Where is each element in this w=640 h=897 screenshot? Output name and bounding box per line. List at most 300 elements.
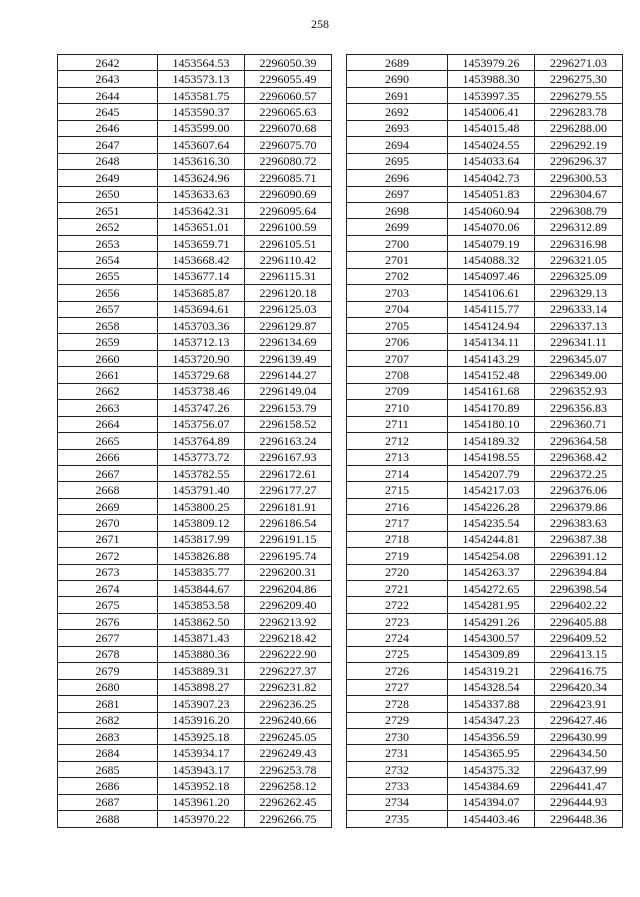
x-coordinate-cell: 1454015.48: [448, 120, 535, 136]
y-coordinate-cell: 2296360.71: [535, 416, 623, 432]
point-id-cell: 2690: [347, 71, 448, 87]
point-id-cell: 2718: [347, 531, 448, 547]
y-coordinate-cell: 2296149.04: [245, 383, 332, 399]
table-row: [58, 515, 332, 531]
table-row: [58, 498, 332, 514]
point-id-cell: 2717: [347, 515, 448, 531]
table-row: [347, 630, 623, 646]
point-id-cell: 2684: [58, 745, 158, 761]
table-row: [347, 55, 623, 71]
table-row: [58, 285, 332, 301]
table-row: [58, 564, 332, 580]
x-coordinate-cell: 1454170.89: [448, 400, 535, 416]
table-row: [347, 613, 623, 629]
x-coordinate-cell: 1453685.87: [158, 285, 245, 301]
x-coordinate-cell: 1453720.90: [158, 350, 245, 366]
y-coordinate-cell: 2296055.49: [245, 71, 332, 87]
point-id-cell: 2676: [58, 613, 158, 629]
table-row: [347, 202, 623, 218]
table-row: [347, 367, 623, 383]
y-coordinate-cell: 2296409.52: [535, 630, 623, 646]
point-id-cell: 2693: [347, 120, 448, 136]
point-id-cell: 2665: [58, 433, 158, 449]
x-coordinate-cell: 1454042.73: [448, 170, 535, 186]
y-coordinate-cell: 2296050.39: [245, 55, 332, 71]
x-coordinate-cell: 1453952.18: [158, 778, 245, 794]
x-coordinate-cell: 1453925.18: [158, 728, 245, 744]
point-id-cell: 2660: [58, 350, 158, 366]
y-coordinate-cell: 2296296.37: [535, 153, 623, 169]
x-coordinate-cell: 1453616.30: [158, 153, 245, 169]
table-row: [347, 252, 623, 268]
table-row: [347, 465, 623, 481]
table-row: [58, 728, 332, 744]
point-id-cell: 2647: [58, 137, 158, 153]
point-id-cell: 2644: [58, 87, 158, 103]
y-coordinate-cell: 2296090.69: [245, 186, 332, 202]
y-coordinate-cell: 2296337.13: [535, 318, 623, 334]
table-row: [347, 761, 623, 777]
point-id-cell: 2698: [347, 202, 448, 218]
x-coordinate-cell: 1453835.77: [158, 564, 245, 580]
x-coordinate-cell: 1454403.46: [448, 811, 535, 827]
y-coordinate-cell: 2296352.93: [535, 383, 623, 399]
x-coordinate-cell: 1454375.32: [448, 761, 535, 777]
table-row: [347, 597, 623, 613]
table-row: [347, 170, 623, 186]
table-row: [58, 55, 332, 71]
y-coordinate-cell: 2296262.45: [245, 794, 332, 810]
x-coordinate-cell: 1454180.10: [448, 416, 535, 432]
coordinate-table-right: [346, 54, 623, 828]
table-row: [347, 186, 623, 202]
y-coordinate-cell: 2296356.83: [535, 400, 623, 416]
table-row: [58, 794, 332, 810]
table-row: [347, 334, 623, 350]
y-coordinate-cell: 2296444.93: [535, 794, 623, 810]
point-id-cell: 2669: [58, 498, 158, 514]
x-coordinate-cell: 1453809.12: [158, 515, 245, 531]
y-coordinate-cell: 2296376.06: [535, 482, 623, 498]
table-row: [58, 597, 332, 613]
y-coordinate-cell: 2296391.12: [535, 548, 623, 564]
x-coordinate-cell: 1453599.00: [158, 120, 245, 136]
x-coordinate-cell: 1454217.03: [448, 482, 535, 498]
point-id-cell: 2730: [347, 728, 448, 744]
y-coordinate-cell: 2296292.19: [535, 137, 623, 153]
point-id-cell: 2656: [58, 285, 158, 301]
y-coordinate-cell: 2296249.43: [245, 745, 332, 761]
table-row: [58, 367, 332, 383]
point-id-cell: 2674: [58, 581, 158, 597]
point-id-cell: 2668: [58, 482, 158, 498]
point-id-cell: 2659: [58, 334, 158, 350]
x-coordinate-cell: 1453988.30: [448, 71, 535, 87]
x-coordinate-cell: 1453712.13: [158, 334, 245, 350]
y-coordinate-cell: 2296271.03: [535, 55, 623, 71]
x-coordinate-cell: 1454106.61: [448, 285, 535, 301]
point-id-cell: 2709: [347, 383, 448, 399]
y-coordinate-cell: 2296333.14: [535, 301, 623, 317]
table-row: [347, 564, 623, 580]
table-row: [347, 400, 623, 416]
x-coordinate-cell: 1454347.23: [448, 712, 535, 728]
point-id-cell: 2695: [347, 153, 448, 169]
y-coordinate-cell: 2296222.90: [245, 646, 332, 662]
point-id-cell: 2642: [58, 55, 158, 71]
point-id-cell: 2681: [58, 696, 158, 712]
point-id-cell: 2701: [347, 252, 448, 268]
table-row: [58, 104, 332, 120]
table-row: [347, 104, 623, 120]
point-id-cell: 2703: [347, 285, 448, 301]
y-coordinate-cell: 2296341.11: [535, 334, 623, 350]
y-coordinate-cell: 2296448.36: [535, 811, 623, 827]
point-id-cell: 2722: [347, 597, 448, 613]
table-row: [347, 581, 623, 597]
point-id-cell: 2645: [58, 104, 158, 120]
table-row: [347, 515, 623, 531]
point-id-cell: 2678: [58, 646, 158, 662]
point-id-cell: 2688: [58, 811, 158, 827]
y-coordinate-cell: 2296177.27: [245, 482, 332, 498]
x-coordinate-cell: 1453826.88: [158, 548, 245, 564]
x-coordinate-cell: 1453943.17: [158, 761, 245, 777]
x-coordinate-cell: 1453703.36: [158, 318, 245, 334]
point-id-cell: 2707: [347, 350, 448, 366]
y-coordinate-cell: 2296402.22: [535, 597, 623, 613]
x-coordinate-cell: 1453979.26: [448, 55, 535, 71]
y-coordinate-cell: 2296129.87: [245, 318, 332, 334]
x-coordinate-cell: 1453729.68: [158, 367, 245, 383]
point-id-cell: 2712: [347, 433, 448, 449]
table-row: [347, 383, 623, 399]
point-id-cell: 2663: [58, 400, 158, 416]
table-row: [58, 433, 332, 449]
x-coordinate-cell: 1453677.14: [158, 268, 245, 284]
x-coordinate-cell: 1454309.89: [448, 646, 535, 662]
table-row: [58, 137, 332, 153]
x-coordinate-cell: 1453791.40: [158, 482, 245, 498]
y-coordinate-cell: 2296120.18: [245, 285, 332, 301]
x-coordinate-cell: 1454207.79: [448, 465, 535, 481]
table-row: [58, 679, 332, 695]
table-row: [58, 696, 332, 712]
x-coordinate-cell: 1453651.01: [158, 219, 245, 235]
x-coordinate-cell: 1454189.32: [448, 433, 535, 449]
point-id-cell: 2697: [347, 186, 448, 202]
y-coordinate-cell: 2296172.61: [245, 465, 332, 481]
point-id-cell: 2729: [347, 712, 448, 728]
y-coordinate-cell: 2296288.00: [535, 120, 623, 136]
y-coordinate-cell: 2296195.74: [245, 548, 332, 564]
table-row: [58, 202, 332, 218]
table-row: [58, 449, 332, 465]
x-coordinate-cell: 1453764.89: [158, 433, 245, 449]
table-row: [58, 252, 332, 268]
table-row: [347, 449, 623, 465]
point-id-cell: 2651: [58, 202, 158, 218]
table-row: [58, 186, 332, 202]
point-id-cell: 2682: [58, 712, 158, 728]
y-coordinate-cell: 2296427.46: [535, 712, 623, 728]
table-row: [58, 416, 332, 432]
x-coordinate-cell: 1453659.71: [158, 235, 245, 251]
x-coordinate-cell: 1454226.28: [448, 498, 535, 514]
point-id-cell: 2655: [58, 268, 158, 284]
x-coordinate-cell: 1453961.20: [158, 794, 245, 810]
x-coordinate-cell: 1453782.55: [158, 465, 245, 481]
table-row: [58, 712, 332, 728]
point-id-cell: 2705: [347, 318, 448, 334]
x-coordinate-cell: 1453756.07: [158, 416, 245, 432]
x-coordinate-cell: 1453738.46: [158, 383, 245, 399]
x-coordinate-cell: 1453633.63: [158, 186, 245, 202]
table-row: [58, 170, 332, 186]
x-coordinate-cell: 1453817.99: [158, 531, 245, 547]
point-id-cell: 2723: [347, 613, 448, 629]
y-coordinate-cell: 2296368.42: [535, 449, 623, 465]
point-id-cell: 2710: [347, 400, 448, 416]
y-coordinate-cell: 2296060.57: [245, 87, 332, 103]
x-coordinate-cell: 1454134.11: [448, 334, 535, 350]
y-coordinate-cell: 2296085.71: [245, 170, 332, 186]
point-id-cell: 2680: [58, 679, 158, 695]
table-row: [58, 630, 332, 646]
x-coordinate-cell: 1454272.65: [448, 581, 535, 597]
table-row: [347, 548, 623, 564]
table-row: [58, 761, 332, 777]
y-coordinate-cell: 2296213.92: [245, 613, 332, 629]
page-number: 258: [311, 17, 329, 31]
y-coordinate-cell: 2296345.07: [535, 350, 623, 366]
x-coordinate-cell: 1453800.25: [158, 498, 245, 514]
x-coordinate-cell: 1453642.31: [158, 202, 245, 218]
y-coordinate-cell: 2296209.40: [245, 597, 332, 613]
point-id-cell: 2672: [58, 548, 158, 564]
table-row: [58, 235, 332, 251]
y-coordinate-cell: 2296304.67: [535, 186, 623, 202]
point-id-cell: 2673: [58, 564, 158, 580]
table-row: [58, 613, 332, 629]
point-id-cell: 2671: [58, 531, 158, 547]
x-coordinate-cell: 1454328.54: [448, 679, 535, 695]
x-coordinate-cell: 1453916.20: [158, 712, 245, 728]
y-coordinate-cell: 2296218.42: [245, 630, 332, 646]
point-id-cell: 2713: [347, 449, 448, 465]
point-id-cell: 2649: [58, 170, 158, 186]
x-coordinate-cell: 1453862.50: [158, 613, 245, 629]
x-coordinate-cell: 1453668.42: [158, 252, 245, 268]
point-id-cell: 2702: [347, 268, 448, 284]
table-row: [347, 416, 623, 432]
x-coordinate-cell: 1453934.17: [158, 745, 245, 761]
point-id-cell: 2675: [58, 597, 158, 613]
y-coordinate-cell: 2296110.42: [245, 252, 332, 268]
point-id-cell: 2650: [58, 186, 158, 202]
point-id-cell: 2714: [347, 465, 448, 481]
x-coordinate-cell: 1453624.96: [158, 170, 245, 186]
y-coordinate-cell: 2296105.51: [245, 235, 332, 251]
y-coordinate-cell: 2296100.59: [245, 219, 332, 235]
y-coordinate-cell: 2296416.75: [535, 663, 623, 679]
x-coordinate-cell: 1453853.58: [158, 597, 245, 613]
table-row: [58, 531, 332, 547]
x-coordinate-cell: 1453844.67: [158, 581, 245, 597]
table-row: [58, 646, 332, 662]
x-coordinate-cell: 1454060.94: [448, 202, 535, 218]
y-coordinate-cell: 2296125.03: [245, 301, 332, 317]
y-coordinate-cell: 2296321.05: [535, 252, 623, 268]
table-row: [58, 400, 332, 416]
x-coordinate-cell: 1454124.94: [448, 318, 535, 334]
y-coordinate-cell: 2296394.84: [535, 564, 623, 580]
y-coordinate-cell: 2296441.47: [535, 778, 623, 794]
y-coordinate-cell: 2296253.78: [245, 761, 332, 777]
point-id-cell: 2667: [58, 465, 158, 481]
x-coordinate-cell: 1454070.06: [448, 219, 535, 235]
point-id-cell: 2726: [347, 663, 448, 679]
point-id-cell: 2689: [347, 55, 448, 71]
x-coordinate-cell: 1454365.95: [448, 745, 535, 761]
point-id-cell: 2646: [58, 120, 158, 136]
table-row: [347, 219, 623, 235]
table-row: [347, 728, 623, 744]
table-row: [58, 663, 332, 679]
y-coordinate-cell: 2296329.13: [535, 285, 623, 301]
point-id-cell: 2658: [58, 318, 158, 334]
y-coordinate-cell: 2296070.68: [245, 120, 332, 136]
point-id-cell: 2696: [347, 170, 448, 186]
x-coordinate-cell: 1454244.81: [448, 531, 535, 547]
x-coordinate-cell: 1454254.08: [448, 548, 535, 564]
point-id-cell: 2677: [58, 630, 158, 646]
y-coordinate-cell: 2296372.25: [535, 465, 623, 481]
x-coordinate-cell: 1453773.72: [158, 449, 245, 465]
x-coordinate-cell: 1454263.37: [448, 564, 535, 580]
y-coordinate-cell: 2296275.30: [535, 71, 623, 87]
table-row: [347, 498, 623, 514]
table-row: [347, 679, 623, 695]
y-coordinate-cell: 2296437.99: [535, 761, 623, 777]
x-coordinate-cell: 1453970.22: [158, 811, 245, 827]
table-row: [58, 120, 332, 136]
y-coordinate-cell: 2296095.64: [245, 202, 332, 218]
point-id-cell: 2704: [347, 301, 448, 317]
x-coordinate-cell: 1453573.13: [158, 71, 245, 87]
table-row: [347, 646, 623, 662]
table-row: [58, 71, 332, 87]
coordinate-table-left: [57, 54, 332, 828]
x-coordinate-cell: 1454143.29: [448, 350, 535, 366]
y-coordinate-cell: 2296231.82: [245, 679, 332, 695]
point-id-cell: 2706: [347, 334, 448, 350]
x-coordinate-cell: 1454088.32: [448, 252, 535, 268]
table-row: [58, 778, 332, 794]
y-coordinate-cell: 2296163.24: [245, 433, 332, 449]
point-id-cell: 2733: [347, 778, 448, 794]
x-coordinate-cell: 1454300.57: [448, 630, 535, 646]
table-row: [347, 482, 623, 498]
y-coordinate-cell: 2296167.93: [245, 449, 332, 465]
point-id-cell: 2716: [347, 498, 448, 514]
table-row: [347, 778, 623, 794]
table-row: [58, 745, 332, 761]
x-coordinate-cell: 1454006.41: [448, 104, 535, 120]
point-id-cell: 2686: [58, 778, 158, 794]
x-coordinate-cell: 1454291.26: [448, 613, 535, 629]
point-id-cell: 2719: [347, 548, 448, 564]
y-coordinate-cell: 2296258.12: [245, 778, 332, 794]
table-row: [347, 285, 623, 301]
table-row: [347, 350, 623, 366]
x-coordinate-cell: 1454024.55: [448, 137, 535, 153]
y-coordinate-cell: 2296075.70: [245, 137, 332, 153]
y-coordinate-cell: 2296413.15: [535, 646, 623, 662]
point-id-cell: 2694: [347, 137, 448, 153]
y-coordinate-cell: 2296430.99: [535, 728, 623, 744]
y-coordinate-cell: 2296349.00: [535, 367, 623, 383]
point-id-cell: 2727: [347, 679, 448, 695]
point-id-cell: 2732: [347, 761, 448, 777]
y-coordinate-cell: 2296279.55: [535, 87, 623, 103]
y-coordinate-cell: 2296398.54: [535, 581, 623, 597]
x-coordinate-cell: 1454161.68: [448, 383, 535, 399]
point-id-cell: 2652: [58, 219, 158, 235]
x-coordinate-cell: 1454097.46: [448, 268, 535, 284]
point-id-cell: 2687: [58, 794, 158, 810]
point-id-cell: 2699: [347, 219, 448, 235]
table-row: [58, 219, 332, 235]
y-coordinate-cell: 2296065.63: [245, 104, 332, 120]
point-id-cell: 2653: [58, 235, 158, 251]
table-row: [58, 301, 332, 317]
point-id-cell: 2648: [58, 153, 158, 169]
point-id-cell: 2731: [347, 745, 448, 761]
point-id-cell: 2721: [347, 581, 448, 597]
y-coordinate-cell: 2296240.66: [245, 712, 332, 728]
table-row: [58, 153, 332, 169]
point-id-cell: 2724: [347, 630, 448, 646]
x-coordinate-cell: 1454356.59: [448, 728, 535, 744]
table-row: [347, 663, 623, 679]
point-id-cell: 2725: [347, 646, 448, 662]
point-id-cell: 2654: [58, 252, 158, 268]
y-coordinate-cell: 2296434.50: [535, 745, 623, 761]
y-coordinate-cell: 2296236.25: [245, 696, 332, 712]
point-id-cell: 2692: [347, 104, 448, 120]
y-coordinate-cell: 2296153.79: [245, 400, 332, 416]
x-coordinate-cell: 1454198.55: [448, 449, 535, 465]
x-coordinate-cell: 1454051.83: [448, 186, 535, 202]
x-coordinate-cell: 1453889.31: [158, 663, 245, 679]
x-coordinate-cell: 1454394.07: [448, 794, 535, 810]
y-coordinate-cell: 2296204.86: [245, 581, 332, 597]
point-id-cell: 2664: [58, 416, 158, 432]
table-row: [58, 334, 332, 350]
point-id-cell: 2735: [347, 811, 448, 827]
point-id-cell: 2661: [58, 367, 158, 383]
y-coordinate-cell: 2296227.37: [245, 663, 332, 679]
table-row: [347, 318, 623, 334]
y-coordinate-cell: 2296283.78: [535, 104, 623, 120]
table-row: [347, 712, 623, 728]
x-coordinate-cell: 1454235.54: [448, 515, 535, 531]
x-coordinate-cell: 1453997.35: [448, 87, 535, 103]
table-row: [58, 482, 332, 498]
table-row: [347, 87, 623, 103]
x-coordinate-cell: 1453907.23: [158, 696, 245, 712]
